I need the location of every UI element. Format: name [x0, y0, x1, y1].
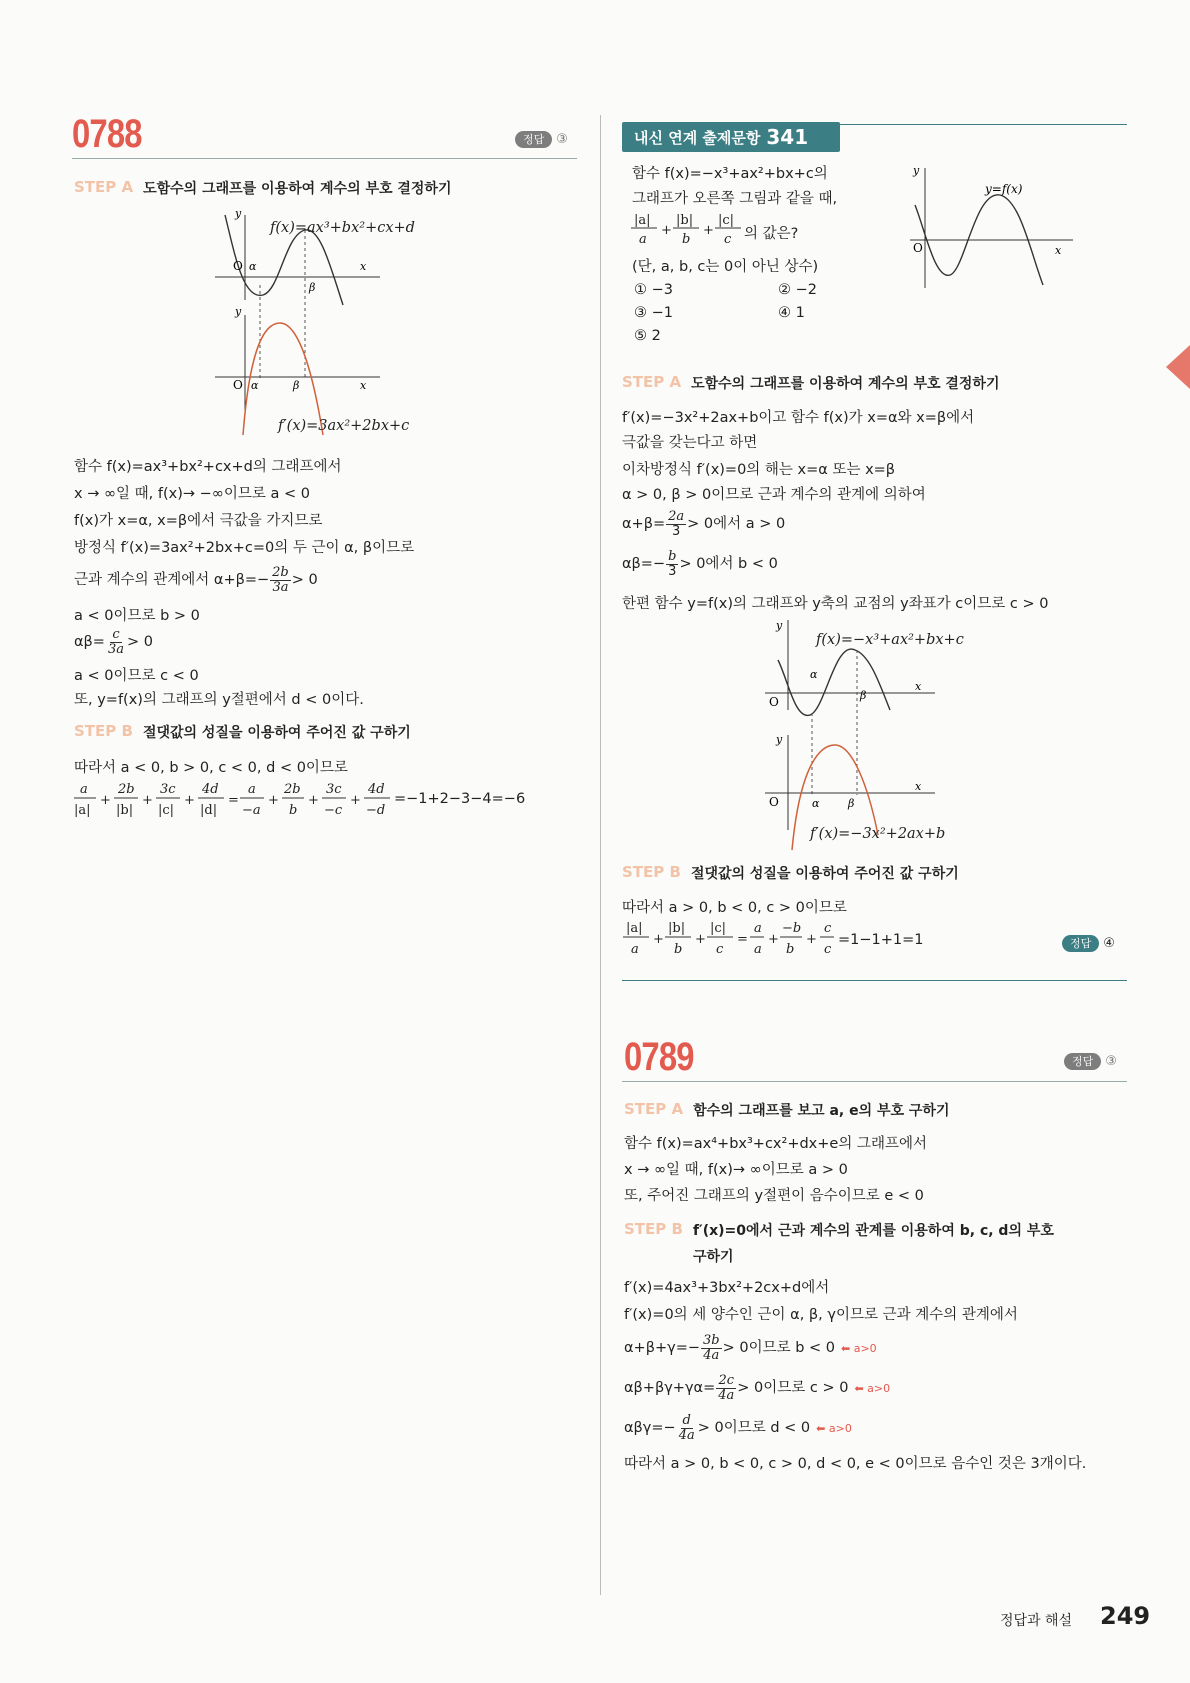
svg-text:4d: 4d: [202, 782, 219, 797]
y-label-r2: y: [776, 733, 783, 746]
page-number: 249: [1100, 1602, 1151, 1630]
left-final-result: =−1+2−3−4=−6: [394, 791, 526, 807]
x-label-r2: x: [915, 780, 922, 793]
svg-text:a: a: [80, 782, 88, 797]
svg-text:|d|: |d|: [200, 803, 218, 818]
left-line-9: 또, y=f(x)의 그래프의 y절편에서 d < 0이다.: [74, 692, 364, 708]
curve-label: y=f(x): [985, 182, 1023, 196]
svg-text:+: +: [768, 932, 779, 947]
alpha-r: α: [810, 668, 818, 681]
right-a-line-1: f′(x)=−3x²+2ax+b이고 함수 f(x)가 x=α와 x=β에서: [622, 410, 975, 426]
svg-text:|c|: |c|: [710, 921, 727, 936]
svg-text:|c|: |c|: [718, 213, 735, 228]
origin-r2: O: [769, 795, 779, 809]
right-graph-pair: [760, 615, 1020, 855]
x-label: x: [1055, 244, 1062, 257]
svg-text:c: c: [724, 232, 732, 247]
beta-label-lower: β: [293, 379, 300, 392]
svg-text:−c: −c: [324, 803, 343, 818]
p789-a-line-2: x → ∞일 때, f(x)→ ∞이므로 a > 0: [624, 1162, 848, 1178]
page-side-tab: [1166, 345, 1190, 389]
svg-text:b: b: [674, 942, 683, 957]
alpha-r2: α: [812, 797, 820, 810]
right-final-equation: [620, 918, 840, 962]
p789-b-line-6: 따라서 a > 0, b < 0, c > 0, d < 0, e < 0이므로 음수인 것은 3개이다.: [624, 1456, 1087, 1472]
problem-fraction-expr: [628, 210, 758, 250]
choice-5[interactable]: ⑤ 2: [634, 328, 661, 344]
svg-text:|c|: |c|: [158, 803, 175, 818]
origin-label: O: [233, 259, 243, 273]
svg-text:4d: 4d: [368, 782, 385, 797]
svg-text:+: +: [806, 932, 817, 947]
choice-4[interactable]: ④ 1: [778, 305, 805, 321]
alpha-label-lower: α: [251, 379, 259, 392]
answer-badge: 정답 ③: [515, 128, 568, 147]
p789-step-b-heading: STEP B f′(x)=0에서 근과 계수의 관계를 이용하여 b, c, d의 부호 구하기: [624, 1220, 1054, 1265]
svg-text:b: b: [786, 942, 795, 957]
svg-text:a: a: [754, 942, 762, 957]
left-line-4: 방정식 f′(x)=3ax²+2bx+c=0의 두 근이 α, β이므로: [74, 540, 415, 556]
problem-number-0788: 0788: [72, 112, 142, 156]
cubic-right: [778, 649, 890, 715]
origin-label-lower: O: [233, 378, 243, 392]
svg-text:+: +: [308, 793, 319, 808]
svg-text:3c: 3c: [160, 782, 176, 797]
left-step-b-line: 따라서 a < 0, b > 0, c < 0, d < 0이므로: [74, 760, 348, 776]
right-a-line-3: 이차방정식 f′(x)=0의 해는 x=α 또는 x=β: [622, 462, 896, 478]
svg-text:c: c: [824, 921, 832, 936]
right-step-a-heading: STEP A 도함수의 그래프를 이용하여 계수의 부호 결정하기: [622, 373, 1000, 392]
svg-text:a: a: [248, 782, 256, 797]
right-final-result: =1−1+1=1: [838, 932, 924, 948]
svg-text:=: =: [737, 932, 748, 947]
problem-line-2: 그래프가 오른쪽 그림과 같을 때,: [632, 191, 838, 207]
step-b-heading: STEP B 절댓값의 성질을 이용하여 주어진 값 구하기: [74, 722, 411, 741]
p789-b-line-4: αβ+βγ+γα= $\frac{2c}{4a}$ > 0이므로 c > 0 ⬅ a>0: [624, 1373, 891, 1403]
right-a-line-5: α+β= $\frac{2a}{3}$ > 0에서 a > 0: [622, 509, 786, 539]
p789-b-line-2: f′(x)=0의 세 양수인 근이 α, β, γ이므로 근과 계수의 관계에서: [624, 1307, 1018, 1323]
p789-step-a-heading: STEP A 함수의 그래프를 보고 a, e의 부호 구하기: [624, 1100, 950, 1119]
svg-text:−a: −a: [242, 803, 261, 818]
beta-r2: β: [848, 797, 855, 810]
column-divider: [600, 115, 601, 1595]
svg-text:a: a: [754, 921, 762, 936]
x-label-r: x: [915, 680, 922, 693]
p789-a-line-3: 또, 주어진 그래프의 y절편이 음수이므로 e < 0: [624, 1188, 924, 1204]
choice-2[interactable]: ② −2: [778, 282, 817, 298]
related-problem-end-rule: [622, 980, 1127, 981]
choice-1[interactable]: ① −3: [634, 282, 673, 298]
y-label: y: [913, 164, 920, 177]
p789-b-line-5: αβγ=− $\frac{d}{4a}$ > 0이므로 d < 0 ⬅ a>0: [624, 1413, 852, 1443]
beta-r: β: [860, 689, 867, 702]
svg-text:|a|: |a|: [626, 921, 643, 936]
origin: O: [913, 241, 923, 255]
svg-text:a: a: [631, 942, 639, 957]
svg-text:|b|: |b|: [668, 921, 686, 936]
problem-line-4: (단, a, b, c는 0이 아닌 상수): [632, 259, 819, 275]
footer-label: 정답과 해설: [1000, 1613, 1073, 1629]
svg-text:+: +: [695, 932, 706, 947]
svg-text:−b: −b: [782, 921, 802, 936]
answer-badge-0789: 정답 ③: [1064, 1050, 1117, 1069]
x-label: x: [360, 260, 367, 273]
choice-3[interactable]: ③ −1: [634, 305, 673, 321]
svg-text:−d: −d: [366, 803, 386, 818]
related-problem-header: 내신 연계 출제문항 341: [622, 122, 840, 152]
problem-number-0789: 0789: [624, 1035, 694, 1079]
svg-text:3c: 3c: [326, 782, 342, 797]
svg-text:=: =: [228, 793, 239, 808]
right-answer-badge: 정답 ④: [1062, 932, 1115, 951]
graph-f-and-derivative: [205, 205, 455, 445]
svg-text:+: +: [350, 793, 361, 808]
y-label-r: y: [776, 619, 783, 632]
alpha-label: α: [249, 260, 257, 273]
right-a-line-7: 한편 함수 y=f(x)의 그래프와 y축의 교점의 y좌표가 c이므로 c > 0: [622, 596, 1049, 612]
svg-text:|b|: |b|: [676, 213, 694, 228]
svg-text:c: c: [824, 942, 832, 957]
problem-graph: [905, 160, 1075, 295]
label-f: f(x)=ax³+bx²+cx+d: [270, 220, 415, 236]
y-label-lower: y: [235, 305, 242, 318]
y-label: y: [235, 207, 242, 220]
svg-text:+: +: [661, 223, 672, 238]
svg-text:+: +: [268, 793, 279, 808]
right-a-line-6: αβ=− $\frac{b}{3}$ > 0에서 b < 0: [622, 549, 778, 579]
svg-text:b: b: [289, 803, 298, 818]
right-step-b-heading: STEP B 절댓값의 성질을 이용하여 주어진 값 구하기: [622, 863, 959, 882]
left-line-5: 근과 계수의 관계에서 α+β=− $\frac{2b}{3a}$ > 0: [74, 565, 318, 595]
x-label-lower: x: [360, 379, 367, 392]
svg-text:+: +: [653, 932, 664, 947]
left-line-6: a < 0이므로 b > 0: [74, 608, 200, 624]
left-line-7: αβ= $\frac{c}{3a}$ > 0: [74, 627, 153, 657]
step-a-heading: STEP A 도함수의 그래프를 이용하여 계수의 부호 결정하기: [74, 178, 452, 197]
p789-b-line-3: α+β+γ=− $\frac{3b}{4a}$ > 0이므로 b < 0 ⬅ a>0: [624, 1333, 877, 1363]
svg-text:2b: 2b: [118, 782, 135, 797]
p789-b-line-1: f′(x)=4ax³+3bx²+2cx+d에서: [624, 1280, 830, 1296]
right-a-line-2: 극값을 갖는다고 하면: [622, 435, 758, 451]
problem-line-1: 함수 f(x)=−x³+ax²+bx+c의: [632, 166, 828, 182]
left-line-3: f(x)가 x=α, x=β에서 극값을 가지므로: [74, 513, 323, 529]
svg-text:+: +: [703, 223, 714, 238]
label-fprime: f′(x)=3ax²+2bx+c: [278, 418, 410, 434]
beta-label: β: [309, 281, 316, 294]
left-line-2: x → ∞일 때, f(x)→ −∞이므로 a < 0: [74, 486, 310, 502]
svg-text:+: +: [142, 793, 153, 808]
label-fprime-right: f′(x)=−3x²+2ax+b: [810, 826, 946, 842]
svg-text:+: +: [184, 793, 195, 808]
svg-text:b: b: [682, 232, 691, 247]
right-a-line-4: α > 0, β > 0이므로 근과 계수의 관계에 의하여: [622, 487, 926, 503]
problem-line-3: 의 값은?: [744, 226, 799, 242]
svg-text:|a|: |a|: [634, 213, 651, 228]
svg-text:a: a: [639, 232, 647, 247]
origin-r: O: [769, 695, 779, 709]
svg-text:c: c: [716, 942, 724, 957]
svg-text:2b: 2b: [284, 782, 301, 797]
left-line-1: 함수 f(x)=ax³+bx²+cx+d의 그래프에서: [74, 459, 342, 475]
p789-a-line-1: 함수 f(x)=ax⁴+bx³+cx²+dx+e의 그래프에서: [624, 1136, 927, 1152]
svg-text:+: +: [100, 793, 111, 808]
svg-text:|b|: |b|: [116, 803, 134, 818]
header-rule-right: [622, 124, 1127, 125]
header-rule: [72, 158, 577, 159]
label-f-right: f(x)=−x³+ax²+bx+c: [816, 632, 964, 648]
header-rule-0789: [622, 1081, 1127, 1082]
svg-text:|a|: |a|: [74, 803, 91, 818]
right-b-line: 따라서 a > 0, b < 0, c > 0이므로: [622, 900, 847, 916]
left-line-8: a < 0이므로 c < 0: [74, 668, 199, 684]
